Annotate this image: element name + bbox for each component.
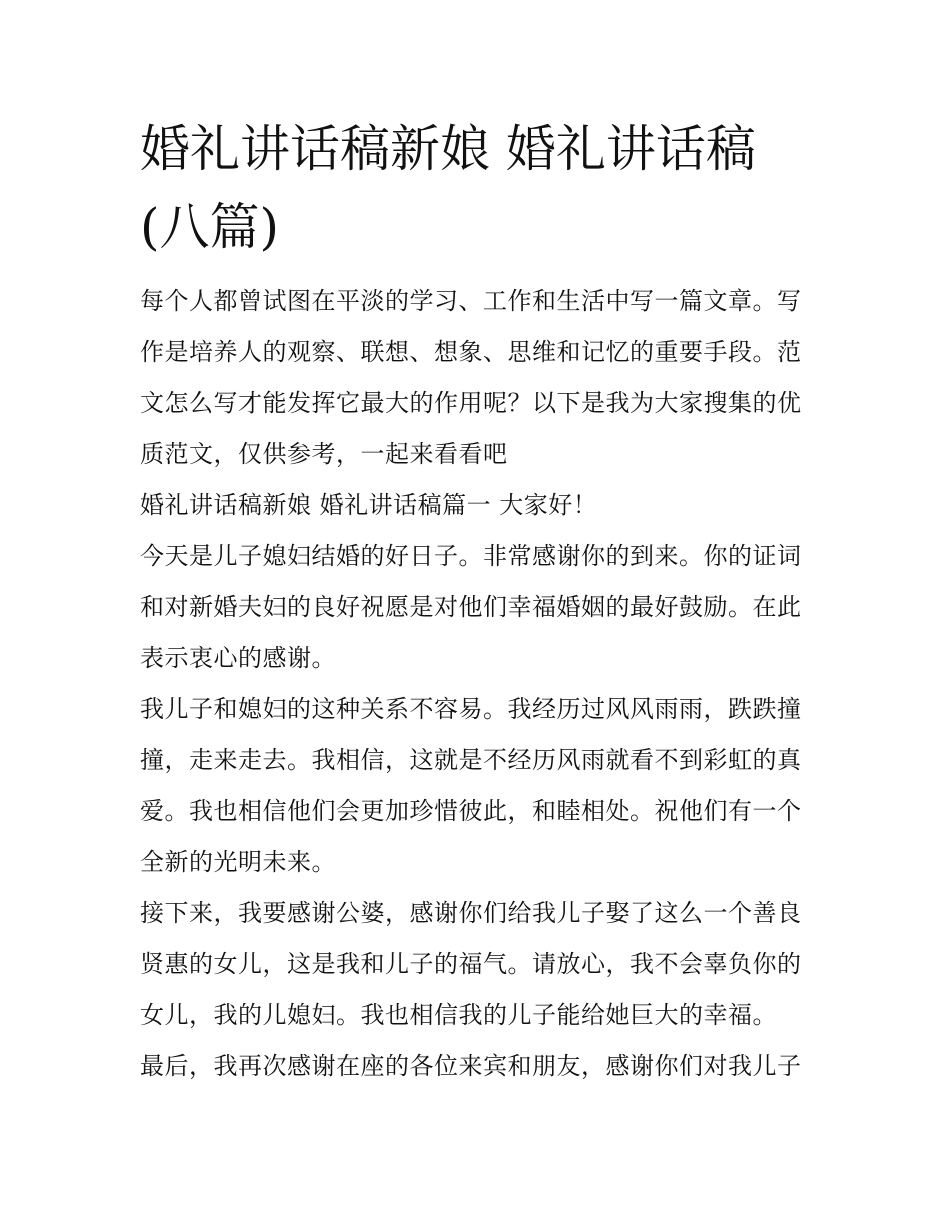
paragraph-in-laws: 接下来，我要感谢公婆，感谢你们给我儿子娶了这么一个善良贤惠的女儿，这是我和儿子的福气。请放心，我不会辜负你的女儿，我的儿媳妇。我也相信我的儿子能给她巨大的幸福。 [140,899,802,1029]
document-title: 婚礼讲话稿新娘 婚礼讲话稿(八篇) [140,120,756,256]
paragraph-closing: 最后，我再次感谢在座的各位来宾和朋友，感谢你们对我儿子 [140,1052,802,1080]
paragraph-heading-greeting: 婚礼讲话稿新娘 婚礼讲话稿篇一 大家好！ [140,491,598,519]
paragraph-relationship: 我儿子和媳妇的这种关系不容易。我经历过风风雨雨，跌跌撞撞，走来走去。我相信，这就是不经历风雨就看不到彩虹的真爱。我也相信他们会更加珍惜彼此，和睦相处。祝他们有一个全新的光明未来。 [140,695,802,876]
document-body [140,276,820,1092]
paragraph-thanks: 今天是儿子媳妇结婚的好日子。非常感谢你的到来。你的证词和对新婚夫妇的良好祝愿是对他们幸福婚姻的最好鼓励。在此表示衷心的感谢。 [140,542,802,672]
paragraph-intro: 每个人都曾试图在平淡的学习、工作和生活中写一篇文章。写作是培养人的观察、联想、想象、思维和记忆的重要手段。范文怎么写才能发挥它最大的作用呢？以下是我为大家搜集的优质范文，仅供参考，一起来看看吧 [140,287,802,468]
